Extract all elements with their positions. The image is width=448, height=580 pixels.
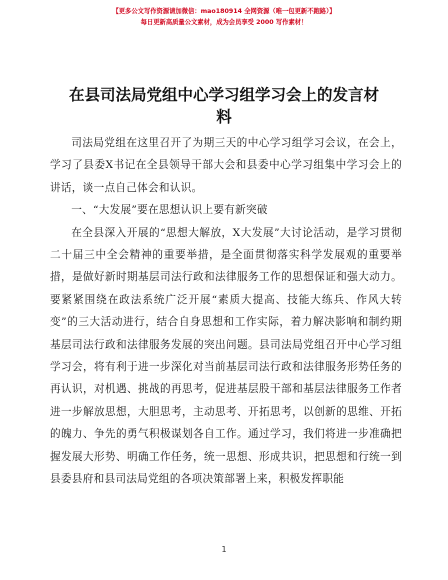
ad-banner-line-1: 【更多公文写作资源请加微信：mao180914 全网资源（唯一包更新不跑路）】 xyxy=(112,8,336,15)
ad-banner-line-2: 每日更新高质量公文素材，成为会员享受 2000 写作素材！ xyxy=(140,19,308,26)
page-number: 1 xyxy=(221,545,227,554)
intro-paragraph: 司法局党组在这里召开了为期三天的中心学习组学习会议，在会上，学习了县委X书记在全县领导干部大会和县委中心学习组集中学习会上的讲话，谈一点自己体会和认识。 xyxy=(50,137,402,194)
ad-banner xyxy=(0,6,448,28)
section-heading: 一、“大发展”要在思想认识上要有新突破 xyxy=(71,204,268,217)
document-title: 在县司法局党组中心学习组学习会上的发言材料 xyxy=(68,86,379,126)
body-paragraph: 在全县深入开展的“思想大解放，X大发展”大讨论活动，是学习贯彻二十届三中全会精神的重要举措，是全面贯彻落实科学发展观的重要举措，是做好新时期基层司法行政和法律服务工作的思想保证和强大动力。要紧紧围绕在政法系统广泛开展“素质大提高、技能大练兵、作风大转变”的三大活动进行，结合自身思想和工作实际，着力解决影响和制约期基层司法行政和法律服务发展的突出问题。县司法局党组召开中心学习组学习会，将有利于进一步深化对当前基层司法行政和法律服务形势任务的再认识，对机遇、挑战的再思考，促进基层股干部和基层法律服务工作者进一步解放思想，大胆思考，主动思考、开拓思考，以创新的思维、开拓的魄力、争先的勇气积极谋划各自工作。通过学习，我们将进一步准确把握发展大形势、明确工作任务，统一思想、形成共识，把思想和行统一到县委县府和县司法局党组的各项决策部署上来，积极发挥职能 xyxy=(50,226,402,486)
document-body xyxy=(50,132,402,491)
